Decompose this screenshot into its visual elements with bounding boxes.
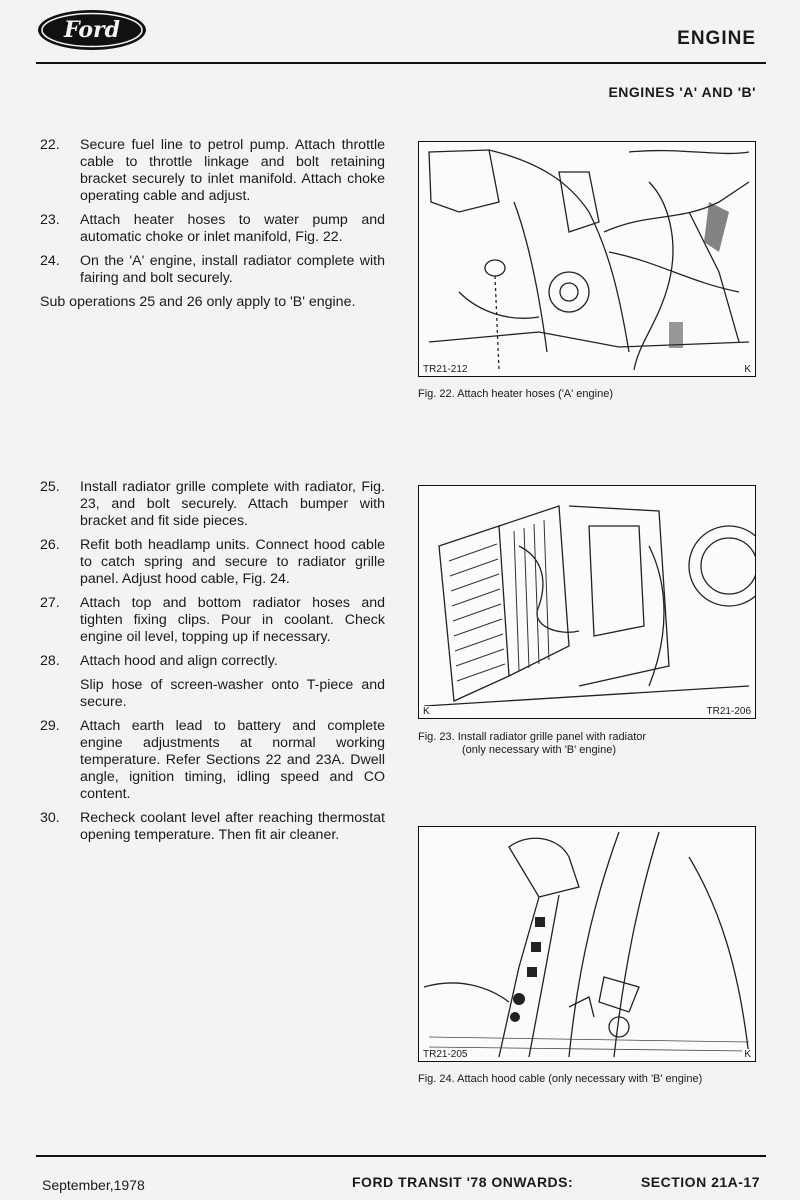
caption-line-2: (only necessary with 'B' engine) bbox=[462, 744, 616, 756]
step-28 bbox=[40, 653, 385, 670]
step-number: 23. bbox=[40, 212, 60, 228]
ford-logo bbox=[36, 8, 148, 52]
figure-22-illustration bbox=[418, 141, 756, 377]
steps-top bbox=[40, 137, 385, 311]
steps-bottom bbox=[40, 479, 385, 851]
step-25 bbox=[40, 479, 385, 530]
step-number: 26. bbox=[40, 537, 60, 553]
step-29 bbox=[40, 718, 385, 803]
step-30 bbox=[40, 810, 385, 844]
figure-24-caption: Fig. 24. Attach hood cable (only necessary with 'B' engine) bbox=[418, 1073, 703, 1085]
figure-reference-code: TR21-205 bbox=[423, 1049, 468, 1060]
radiator-grille-drawing bbox=[419, 486, 755, 718]
caption-line-1: Fig. 23. Install radiator grille panel with radiator bbox=[418, 731, 647, 743]
engine-bay-drawing bbox=[419, 142, 755, 376]
sub-operations-note: Sub operations 25 and 26 only apply to 'B' engine. bbox=[40, 294, 356, 310]
hood-cable-drawing bbox=[419, 827, 755, 1061]
step-number bbox=[40, 677, 80, 711]
figure-24-illustration bbox=[418, 826, 756, 1062]
step-text: Refit both headlamp units. Connect hood cable to catch spring and secure to radiator grille panel. Adjust hood cable, Fig. 24. bbox=[80, 537, 385, 587]
step-text: Attach heater hoses to water pump and automatic choke or inlet manifold, Fig. 22. bbox=[80, 212, 385, 245]
step-text: Attach top and bottom radiator hoses and tighten fixing clips. Pour in coolant. Check engine oil level, topping up if necessary. bbox=[80, 595, 385, 645]
step-text: Install radiator grille complete with radiator, Fig. 23, and bolt securely. Attach bumper with bracket and fit side pieces. bbox=[80, 479, 385, 529]
figure-reference-code: TR21-206 bbox=[706, 706, 751, 717]
figure-22-caption: Fig. 22. Attach heater hoses ('A' engine) bbox=[418, 388, 613, 400]
step-text: Recheck coolant level after reaching thermostat opening temperature. Then fit air cleaner. bbox=[80, 810, 385, 843]
step-number: 27. bbox=[40, 595, 60, 611]
step-27 bbox=[40, 595, 385, 646]
step-number: 30. bbox=[40, 810, 60, 826]
figure-23-caption bbox=[418, 731, 646, 757]
figure-23-illustration bbox=[418, 485, 756, 719]
figure-corner-mark: K bbox=[423, 706, 430, 717]
figure-corner-mark: K bbox=[744, 1049, 751, 1060]
figure-corner-mark: K bbox=[744, 364, 751, 375]
footer-date: September,1978 bbox=[42, 1177, 145, 1193]
page-subheading: ENGINES 'A' AND 'B' bbox=[608, 84, 756, 100]
footer-section-number: SECTION 21A-17 bbox=[640, 1174, 760, 1190]
step-number: 24. bbox=[40, 253, 60, 269]
step-text: Secure fuel line to petrol pump. Attach throttle cable to throttle linkage and bolt retaining bracket securely to inlet manifold. Attach choke operating cable and adjust. bbox=[80, 137, 385, 204]
footer-title: FORD TRANSIT '78 ONWARDS: bbox=[352, 1174, 574, 1190]
step-23 bbox=[40, 212, 385, 246]
ford-logo-text: Ford bbox=[63, 17, 121, 43]
step-text: Slip hose of screen-washer onto T-piece and secure. bbox=[80, 677, 385, 710]
figure-reference-code: TR21-212 bbox=[423, 364, 468, 375]
header-rule bbox=[36, 62, 766, 64]
step-28-continued bbox=[40, 677, 385, 711]
step-26 bbox=[40, 537, 385, 588]
section-title: ENGINE bbox=[677, 28, 756, 49]
step-text: Attach hood and align correctly. bbox=[80, 653, 278, 669]
step-24 bbox=[40, 253, 385, 287]
step-number: 22. bbox=[40, 137, 60, 153]
step-22 bbox=[40, 137, 385, 205]
step-number: 28. bbox=[40, 653, 60, 669]
step-text: On the 'A' engine, install radiator complete with fairing and bolt securely. bbox=[80, 253, 385, 286]
step-number: 25. bbox=[40, 479, 60, 495]
step-text: Attach earth lead to battery and complete engine adjustments at normal working temperature. Refer Sections 22 and 23A. Dwell angle, ignition timing, idling speed and CO content. bbox=[80, 718, 385, 802]
footer-rule bbox=[36, 1155, 766, 1157]
step-number: 29. bbox=[40, 718, 60, 734]
